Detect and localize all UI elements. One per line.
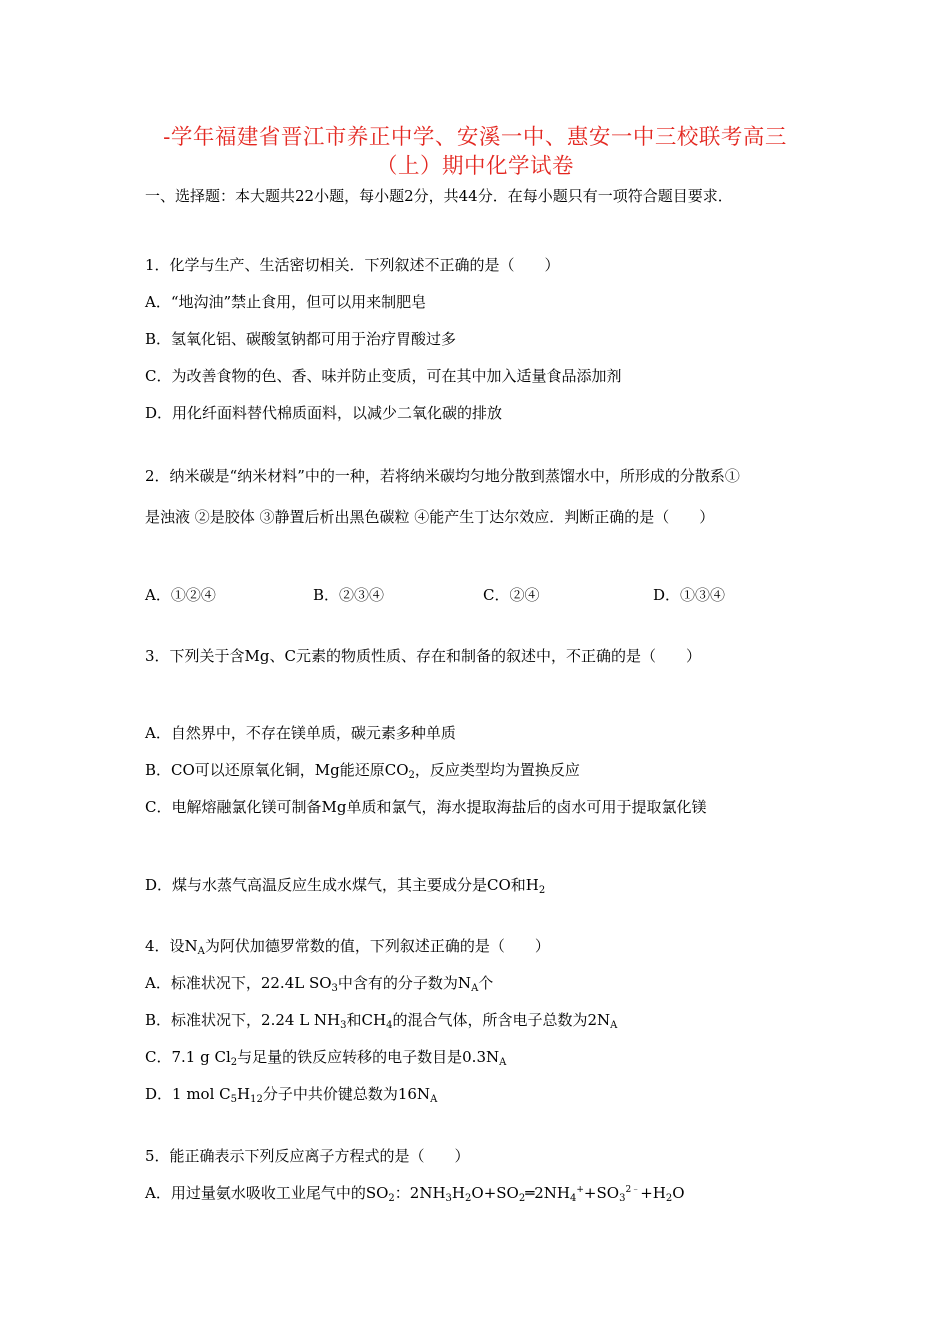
option-d: D．煤与水蒸气高温反应生成水煤气，其主要成分是CO和$H_2$ (145, 876, 546, 896)
option-c: C．②④ (483, 586, 540, 604)
option-a: A．标准状况下，22.4L $SO_3$中含有的分子数为$N_A$个 (145, 974, 494, 994)
option-c: C．为改善食物的色、香、味并防止变质，可在其中加入适量食品添加剂 (145, 367, 622, 385)
option-a: A．“地沟油”禁止食用，但可以用来制肥皂 (145, 293, 427, 311)
title-line-1: -学年福建省晋江市养正中学、安溪一中、惠安一中三校联考高三 (163, 125, 787, 150)
option-b: B．CO可以还原氧化铜，Mg能还原$CO_2$，反应类型均为置换反应 (145, 761, 580, 781)
option-d: D．①③④ (653, 586, 726, 604)
option-c: C．电解熔融氯化镁可制备Mg单质和氯气，海水提取海盐后的卤水可用于提取氯化镁 (145, 798, 707, 816)
question-stem: 1．化学与生产、生活密切相关．下列叙述不正确的是（ ） (145, 256, 560, 274)
option-d: D．用化纤面料替代棉质面料，以减少二氧化碳的排放 (145, 404, 503, 422)
question-stem: 5．能正确表示下列反应离子方程式的是（ ） (145, 1147, 470, 1165)
option-a: A．①②④ (145, 586, 216, 604)
option-d: D．1 mol $C_5H_{12}$分子中共价键总数为$16N_A$ (145, 1085, 438, 1105)
option-a: A．自然界中，不存在镁单质，碳元素多种单质 (145, 724, 456, 742)
option-a: A．用过量氨水吸收工业尾气中的$SO_2$：$2NH_3H_2O+SO_2═2NH_4^++SO_3^{2﹣}+H_2O$ (145, 1184, 685, 1204)
option-b: B．氢氧化铝、碳酸氢钠都可用于治疗胃酸过多 (145, 330, 457, 348)
question-stem-line-1: 2．纳米碳是“纳米材料”中的一种，若将纳米碳均匀地分散到蒸馏水中，所形成的分散系① (145, 467, 740, 485)
option-b: B．标准状况下，2.24 L $NH_3$和$CH_4$的混合气体，所含电子总数为$2N_A$ (145, 1011, 618, 1031)
question-stem: 3．下列关于含Mg、C元素的物质性质、存在和制备的叙述中，不正确的是（ ） (145, 647, 701, 665)
section-header: 一、选择题：本大题共22小题，每小题2分，共44分．在每小题只有一项符合题目要求． (145, 187, 733, 205)
title-line-2: （上）期中化学试卷 (375, 154, 574, 179)
option-b: B．②③④ (313, 586, 385, 604)
option-c: C．7.1 g $Cl_2$与足量的铁反应转移的电子数目是$0.3N_A$ (145, 1048, 507, 1068)
question-stem: 4．设$N_A$为阿伏加德罗常数的值，下列叙述正确的是（ ） (145, 937, 550, 957)
question-stem-line-2: 是浊液 ②是胶体 ③静置后析出黑色碳粒 ④能产生丁达尔效应．判断正确的是（ ） (145, 508, 715, 526)
